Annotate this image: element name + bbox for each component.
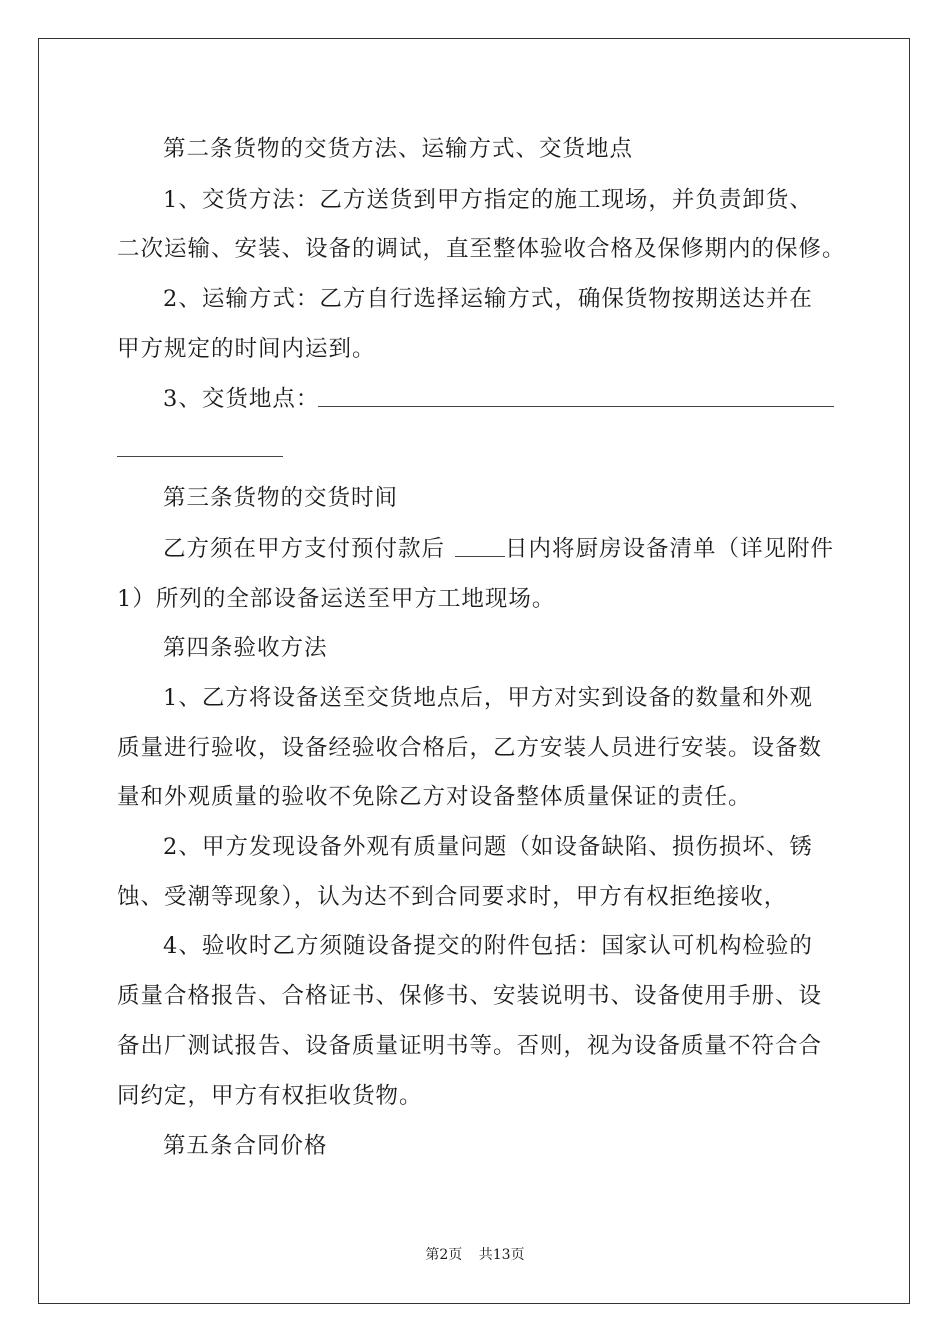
paragraph-line: 4、验收时乙方须随设备提交的附件包括：国家认可机构检验的 [163, 933, 813, 959]
paragraph-line: 量和外观质量的验收不免除乙方对设备整体质量保证的责任。 [117, 784, 752, 810]
paragraph-line: 甲方规定的时间内运到。 [117, 336, 376, 362]
days-blank [455, 556, 505, 557]
paragraph-line: 质量进行验收，设备经验收合格后，乙方安装人员进行安装。设备数 [117, 735, 823, 761]
article-2-heading: 第二条货物的交货方法、运输方式、交货地点 [163, 136, 634, 162]
delivery-location-blank [318, 406, 834, 407]
delivery-location-blank-continued [117, 456, 283, 457]
paragraph-line: 乙方须在甲方支付预付款后 [163, 536, 446, 562]
paragraph-line: 1、乙方将设备送至交货地点后，甲方对实到设备的数量和外观 [163, 685, 813, 711]
paragraph-line: 蚀、受潮等现象），认为达不到合同要求时，甲方有权拒绝接收， [117, 884, 788, 910]
article-4-heading: 第四条验收方法 [163, 635, 328, 661]
paragraph-line: 1）所列的全部设备运送至甲方工地现场。 [117, 586, 556, 612]
paragraph-line: 3、交货地点： [163, 386, 320, 412]
page-footer [0, 1245, 950, 1265]
paragraph-line: 2、甲方发现设备外观有质量问题（如设备缺陷、损伤损坏、锈 [163, 834, 813, 860]
paragraph-line: 备出厂测试报告、设备质量证明书等。否则，视为设备质量不符合合 [117, 1033, 823, 1059]
paragraph-line: 质量合格报告、合格证书、保修书、安装说明书、设备使用手册、设 [117, 983, 823, 1009]
paragraph-line: 2、运输方式：乙方自行选择运输方式，确保货物按期送达并在 [163, 286, 813, 312]
paragraph-line: 日内将厨房设备清单（详见附件 [505, 536, 835, 562]
paragraph-line: 同约定，甲方有权拒收货物。 [117, 1083, 423, 1109]
paragraph-line: 二次运输、安装、设备的调试，直至整体验收合格及保修期内的保修。 [117, 236, 846, 262]
page-border [38, 38, 910, 1304]
article-3-heading: 第三条货物的交货时间 [163, 485, 399, 511]
page-number: 第2页 [425, 1247, 463, 1263]
article-5-heading: 第五条合同价格 [163, 1133, 328, 1159]
paragraph-line: 1、交货方法：乙方送货到甲方指定的施工现场，并负责卸货、 [163, 187, 813, 213]
page-total: 共13页 [478, 1247, 525, 1263]
